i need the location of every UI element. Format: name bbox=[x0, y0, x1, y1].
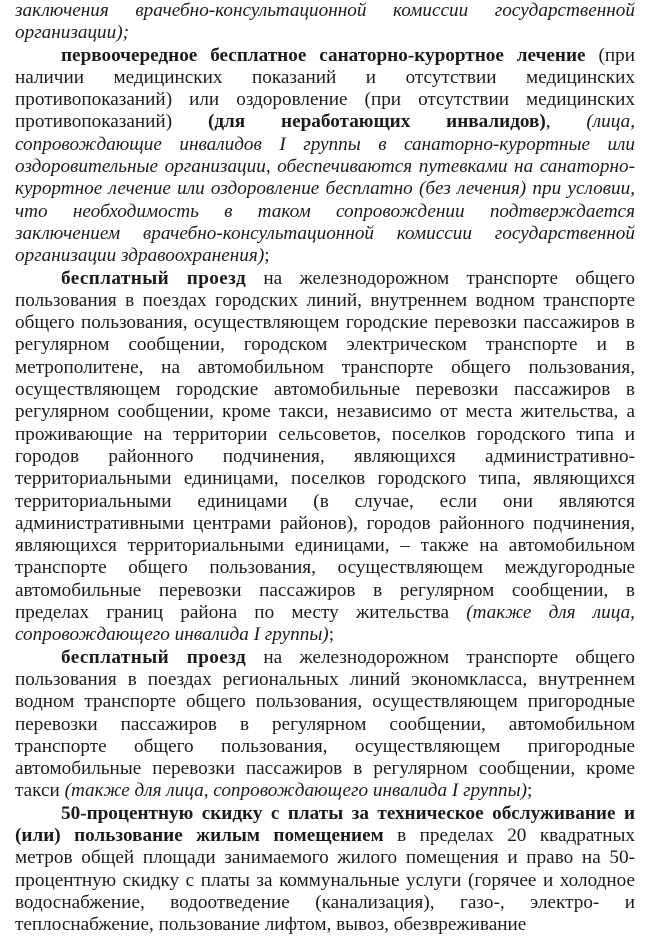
italic-note: заключения врачебно-консультационной комиссии государственной организации); bbox=[15, 0, 635, 44]
paragraph-text: на железнодорожном транспорте общего пользования в поездах городских линий, внутреннем водном транспорте общего пользования, осуществляющем городские перевозки пассажиров в регулярном сообщении, городском электрическом транспорте и в метрополитене, на автомобильном транспорте общего пользования, осуществляющем городские автомобильные перевозки пассажиров в регулярном сообщении, кроме такси, независимо от места жительства, а проживающие на территории сельсоветов, поселков городского типа и городов районного подчинения, являющихся административно-территориальными единицами, поселков городского типа, являющихся территориальными единицами (в случае, если они являются административными центрами районов), городов районного подчинения, являющихся территориальными единицами, – также на автомобильном транспорте общего пользования, осуществляющем междугородные автомобильные перевозки пассажиров в регулярном сообщении, в пределах границ района по месту жительства bbox=[15, 267, 636, 624]
document-page bbox=[15, 0, 636, 936]
bold-lead-sanatorium: первоочередное бесплатное санаторно-курортное лечение bbox=[61, 44, 586, 66]
bold-tail-nonworking: (для неработающих инвалидов) bbox=[207, 111, 546, 133]
paragraph-text: на железнодорожном транспорте общего пользования в поездах региональных линий экономкласса, внутреннем водном транспорте общего пользования, осуществляющем пригородные перевозки пассажиров в регулярном сообщении, автомобильном транспорте общего пользования, осуществляющем пригородные автомобильные перевозки пассажиров в регулярном сообщении, кроме такси bbox=[15, 646, 636, 802]
punctuation: ; bbox=[526, 780, 533, 802]
bold-lead-housing-discount: 50-процентную скидку с платы за техническое обслуживание и (или) пользование жилым помещением bbox=[15, 802, 635, 846]
paragraph-housing-discount bbox=[15, 803, 635, 936]
paragraph-free-regional-travel bbox=[15, 647, 635, 803]
bold-lead-free-travel: бесплатный проезд bbox=[61, 646, 247, 668]
bold-lead-free-travel: бесплатный проезд bbox=[61, 267, 247, 289]
paragraph-free-city-travel bbox=[15, 268, 635, 647]
paragraph-medical-commission-continuation bbox=[15, 0, 635, 45]
paragraph-sanatorium-treatment bbox=[15, 45, 635, 268]
punctuation: ; bbox=[328, 624, 335, 646]
punctuation: ; bbox=[264, 245, 270, 267]
italic-note: (также для лица, сопровождающего инвалида I группы) bbox=[64, 780, 527, 802]
punctuation: , bbox=[545, 111, 551, 133]
paragraph-text: (при наличии медицинских показаний и отсутствии медицинских противопоказаний) или оздоровление (при отсутствии медицинских противопоказаний) bbox=[15, 44, 635, 133]
paragraph-text: в пределах 20 квадратных метров общей площади занимаемого жилого помещения и право на 50-процентную скидку с платы за коммунальные услуги (горячее и холодное водоснабжение, водоотведение (канализация), газо-, электро- и теплоснабжение, пользование лифтом, вывоз, обезвреживание bbox=[15, 824, 635, 936]
italic-note: (лица, сопровождающие инвалидов I группы в санаторно-курортные или оздоровительные организации, обеспечиваются путевками на санаторно-курортное лечение или оздоровление бесплатно (без лечения) при условии, что необходимость в таком сопровождении подтверждается заключением врачебно-консультационной комиссии государственной организации здравоохранения) bbox=[15, 111, 635, 267]
italic-note: (также для лица, сопровождающего инвалида I группы) bbox=[15, 602, 635, 646]
